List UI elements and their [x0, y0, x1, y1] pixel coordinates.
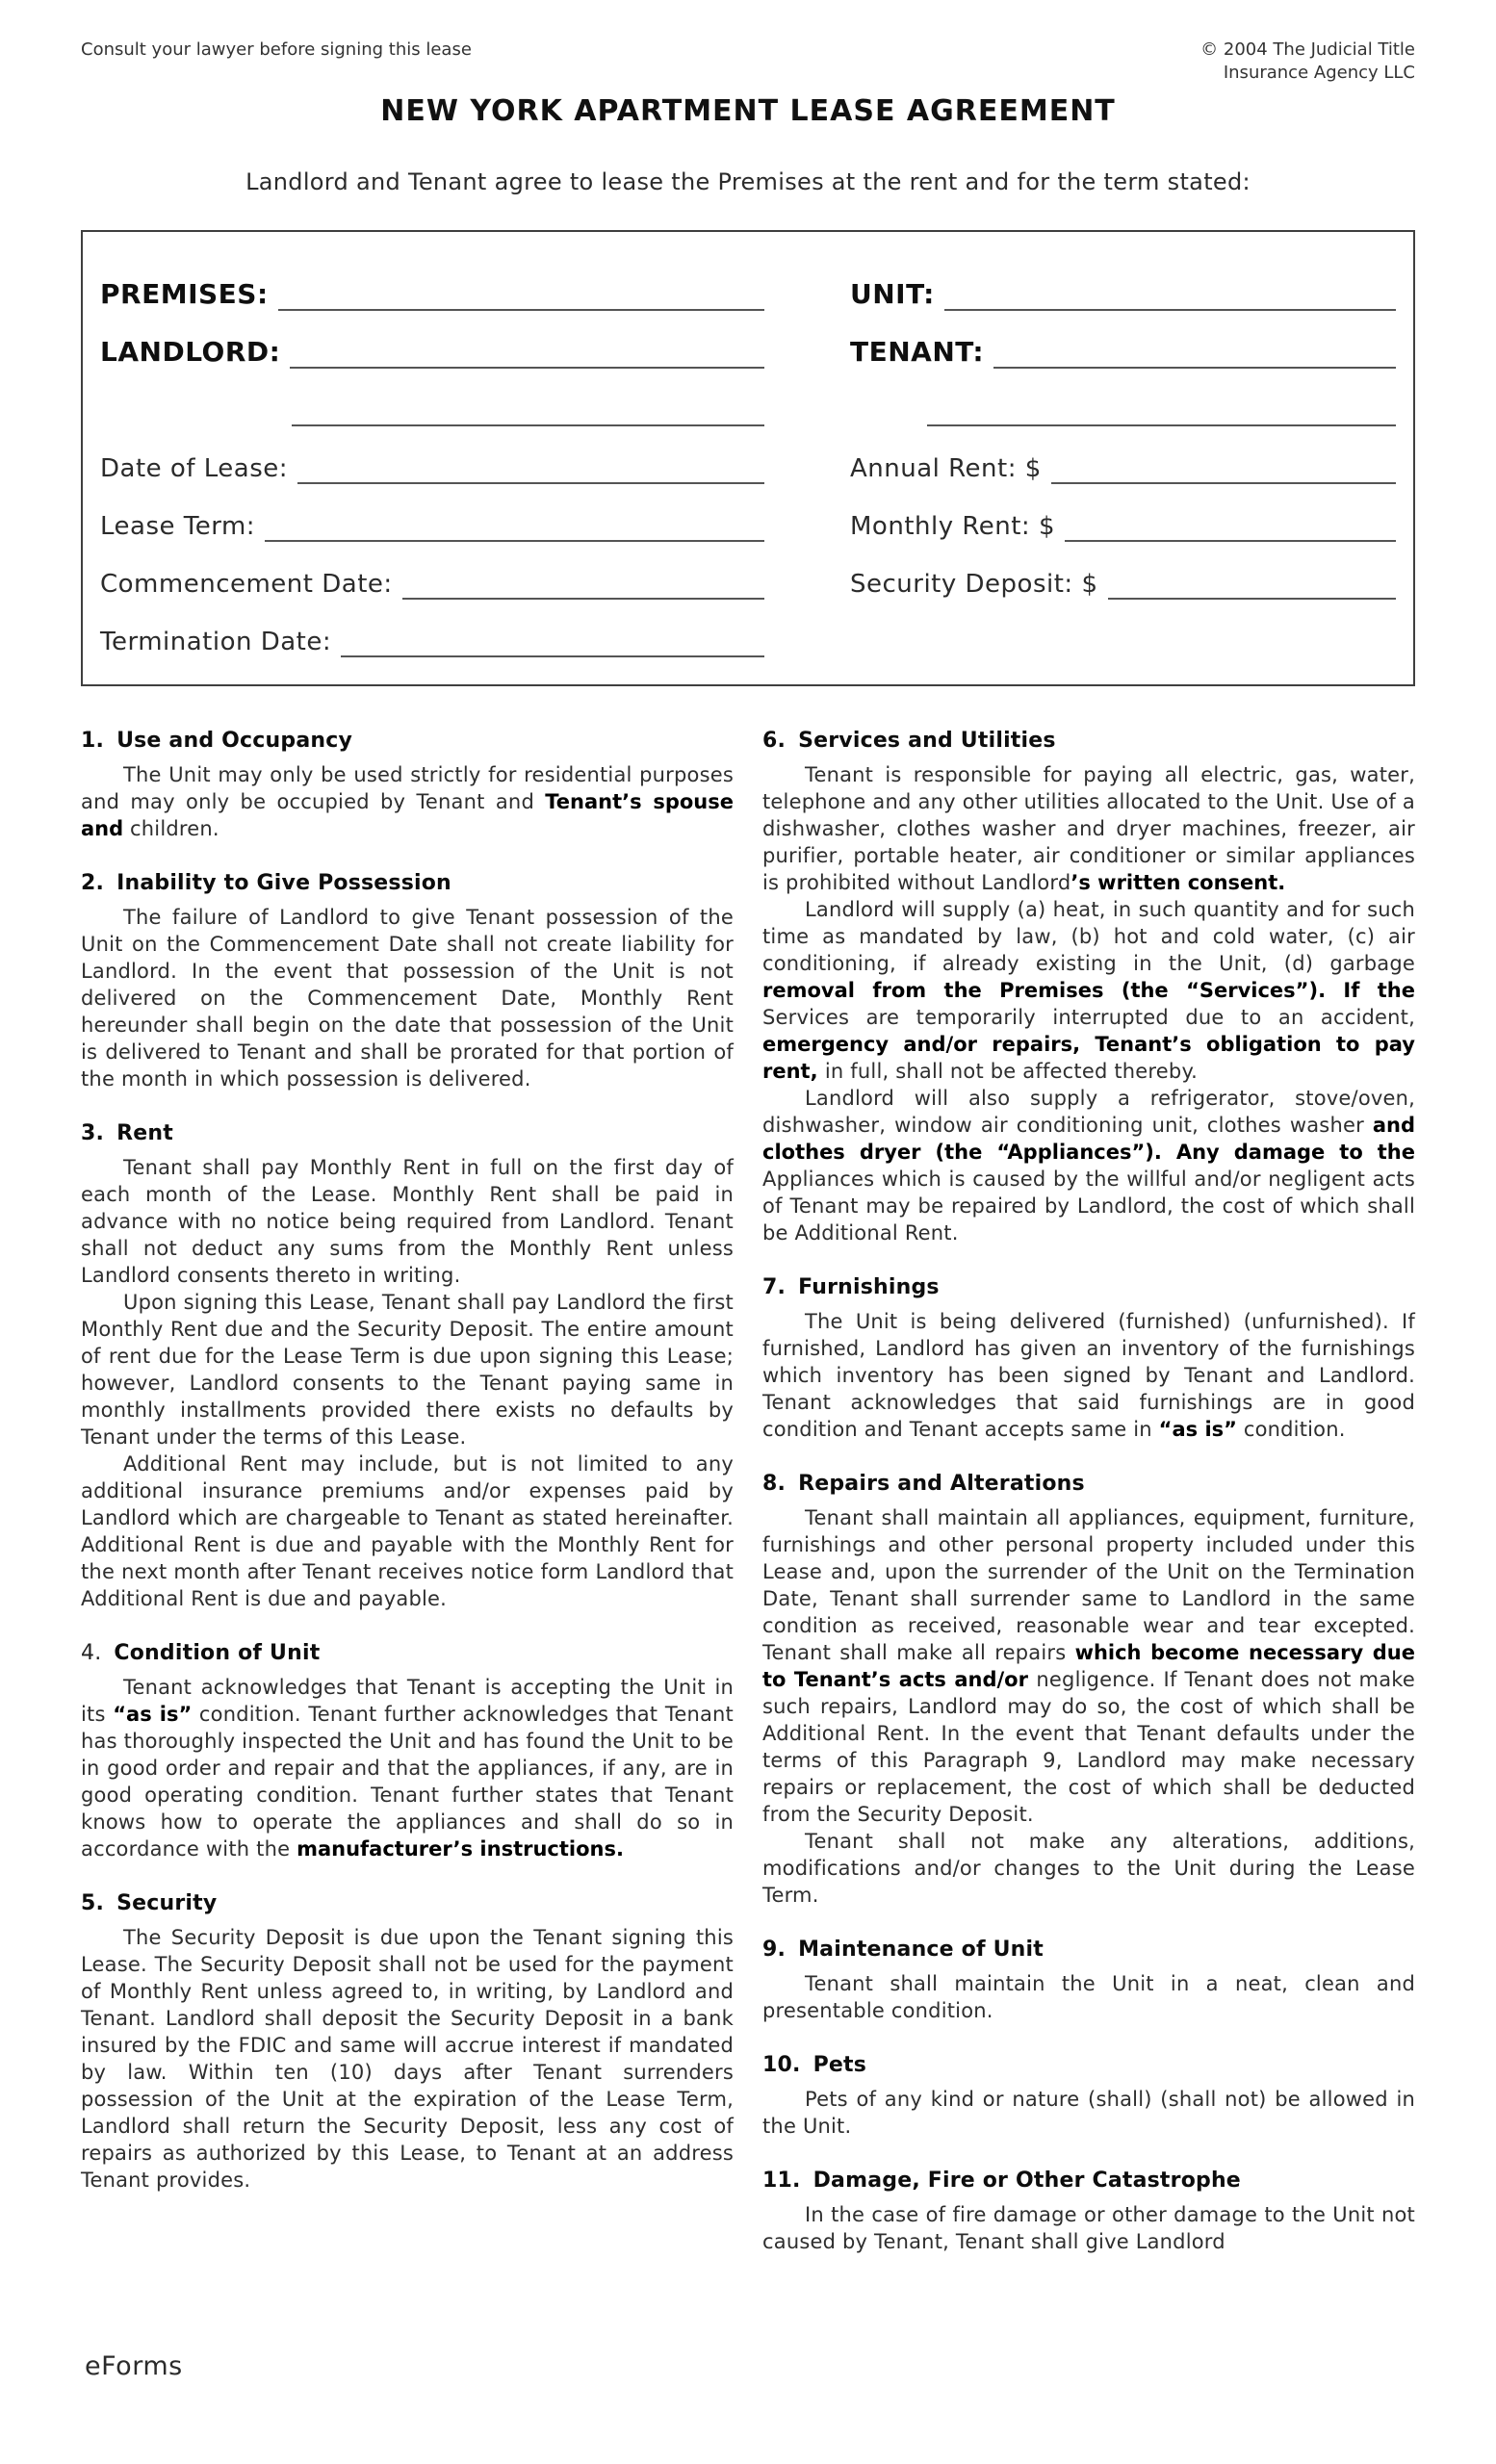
section-maintenance-of-unit: [762, 1938, 1415, 2024]
section-inability-to-give-possession: [81, 871, 734, 1092]
section-furnishings: [762, 1275, 1415, 1443]
form-left-half: [100, 313, 764, 371]
section-heading: [81, 1891, 734, 1916]
text-segment: The failure of Landlord to give Tenant possession of the Unit on the Commencement Date shall not create liability for Landlord. In the event that possession of the Unit is not delivered on the Commencement Date, Monthly Rent hereunder shall begin on the date that possession of the Unit is delivered to Tenant and shall be prorated for that portion of the month in which possession is delivered.: [81, 906, 734, 1091]
section-heading: [762, 729, 1415, 754]
bold-text-segment: ’s written consent.: [1070, 871, 1286, 894]
paragraph: [762, 2086, 1415, 2140]
paragraph: [81, 904, 734, 1092]
body-columns: [81, 729, 1415, 2255]
section-number: 4.: [81, 1641, 102, 1665]
text-segment: The Security Deposit is due upon the Tenant signing this Lease. The Security Deposit shall not be used for the payment of Monthly Rent unless agreed to, in writing, by Landlord and Tenant. Landlord shall deposit the Security Deposit in a bank insured by the FDIC and same will accrue interest if mandated by law. Within ten (10) days after Tenant surrenders possession of the Unit at the expiration of the Lease Term, Landlord shall return the Security Deposit, less any cost of repairs as authorized by this Lease, to Tenant at an address Tenant provides.: [81, 1926, 734, 2192]
header-disclaimer: Consult your lawyer before signing this lease: [81, 39, 472, 60]
bold-text-segment: “as is”: [113, 1703, 193, 1726]
left-column: [81, 729, 734, 2255]
section-title: Inability to Give Possession: [116, 871, 451, 895]
paragraph: [81, 1154, 734, 1289]
lease-terms-form-box: [81, 230, 1415, 686]
bold-text-segment: which become necessary due to Tenant’s acts and/or: [762, 1641, 1415, 1691]
form-left-half: [100, 428, 764, 486]
text-segment: negligence. If Tenant does not make such repairs, Landlord may do so, the cost of which shall be Additional Rent. In the event that Tenant defaults under the terms of this Paragraph 9, Landlord may make necessary repairs or replacement, the cost of which shall be deducted from the Security Deposit.: [762, 1668, 1415, 1826]
form-label-annual-rent: Annual Rent: $: [850, 454, 1042, 483]
text-segment: Additional Rent may include, but is not limited to any additional insurance premiums and/or expenses paid by Landlord which are chargeable to Tenant as stated hereinafter. Additional Rent is due and payable with the Monthly Rent for the next month after Tenant receives notice form Landlord that Additional Rent is due and payable.: [81, 1452, 734, 1610]
text-segment: Tenant shall pay Monthly Rent in full on the first day of each month of the Lease. Monthly Rent shall be paid in advance with no notice being required from Landlord. Tenant shall not deduct any sums from the Monthly Rent unless Landlord consents thereto in writing.: [81, 1156, 734, 1287]
section-heading: [762, 2169, 1415, 2194]
paragraph: [762, 1308, 1415, 1443]
form-right-half: [850, 486, 1396, 544]
right-column: [762, 729, 1415, 2255]
copyright-line-1: © 2004 The Judicial Title: [1200, 39, 1415, 60]
paragraph: [762, 2201, 1415, 2255]
text-segment: in full, shall not be affected thereby.: [824, 1060, 1198, 1083]
bold-text-segment: Tenant’s spouse and: [81, 790, 735, 840]
bold-text-segment: manufacturer’s instructions.: [297, 1837, 624, 1861]
form-right-half: [850, 371, 1396, 428]
form-label-landlord: LANDLORD:: [100, 336, 281, 368]
text-segment: Tenant acknowledges that Tenant is accepting the Unit in its: [81, 1676, 734, 1726]
text-segment: The Unit is being delivered (furnished) (unfurnished). If furnished, Landlord has given an inventory of the furnishings which inventory has been signed by Tenant and Landlord. Tenant acknowledges that said furnishings are in good condition and Tenant accepts same in: [762, 1310, 1415, 1441]
form-row-lease-term: [100, 486, 1396, 544]
paragraph: [762, 1085, 1415, 1246]
text-segment: Tenant shall not make any alterations, additions, modifications and/or changes to the Unit during the Lease Term.: [762, 1830, 1415, 1907]
text-segment: Upon signing this Lease, Tenant shall pay Landlord the first Monthly Rent due and the Security Deposit. The entire amount of rent due for the Lease Term is due upon signing this Lease; however, Landlord consents to the Tenant paying same in monthly installments provided there exists no defaults by Tenant under the terms of this Lease.: [81, 1291, 734, 1449]
form-label-termination-date: Termination Date:: [100, 628, 332, 656]
paragraph: [762, 1970, 1415, 2024]
form-right-half: [850, 255, 1396, 313]
form-left-half: [100, 255, 764, 313]
section-damage-fire-or-other-catastrophe: [762, 2169, 1415, 2255]
paragraph: [81, 1450, 734, 1612]
section-title: Security: [116, 1891, 218, 1915]
section-use-and-occupancy: [81, 729, 734, 842]
form-fill-line-continuation: [927, 424, 1396, 426]
paragraph: [81, 1674, 734, 1862]
section-heading: [762, 1472, 1415, 1497]
form-row-continuation: [100, 371, 1396, 428]
section-heading: [81, 729, 734, 754]
section-rent: [81, 1121, 734, 1612]
text-segment: Appliances which is caused by the willful and/or negligent acts of Tenant may be repaired by Landlord, the cost of which shall be Additional Rent.: [762, 1168, 1415, 1245]
section-title: Rent: [116, 1121, 173, 1145]
section-title: Repairs and Alterations: [798, 1472, 1085, 1496]
form-label-premises: PREMISES:: [100, 278, 269, 310]
text-segment: Landlord will supply (a) heat, in such quantity and for such time as mandated by law, (b) hot and cold water, (c) air conditioning, if already existing in the Unit, (d) garbage: [762, 898, 1415, 975]
form-label-unit: UNIT:: [850, 278, 935, 310]
bold-text-segment: “as is”: [1158, 1418, 1237, 1441]
form-fill-line-annual-rent: [1051, 482, 1396, 484]
form-right-half: [850, 544, 1396, 602]
copyright-line-2: Insurance Agency LLC: [1223, 63, 1415, 83]
section-number: 7.: [762, 1275, 787, 1299]
form-row-premises: [100, 255, 1396, 313]
form-fill-line-monthly-rent: [1065, 540, 1396, 542]
paragraph: [762, 1504, 1415, 1828]
form-left-half: [100, 486, 764, 544]
text-segment: children.: [123, 817, 219, 840]
section-title: Condition of Unit: [114, 1641, 321, 1665]
form-right-half: [850, 428, 1396, 486]
section-number: 3.: [81, 1121, 105, 1145]
form-label-security-deposit: Security Deposit: $: [850, 570, 1098, 599]
section-number: 11.: [762, 2169, 801, 2193]
section-number: 2.: [81, 871, 105, 895]
form-row-date-of-lease: [100, 428, 1396, 486]
section-title: Damage, Fire or Other Catastrophe: [812, 2169, 1241, 2193]
section-title: Use and Occupancy: [116, 729, 353, 753]
text-segment: In the case of fire damage or other damage to the Unit not caused by Tenant, Tenant shall give Landlord: [762, 2203, 1415, 2253]
form-fill-line-premises: [278, 309, 764, 311]
form-left-half: [100, 371, 764, 428]
bold-text-segment: emergency and/or repairs, Tenant’s obligation to pay rent,: [762, 1033, 1415, 1083]
section-number: 9.: [762, 1938, 787, 1962]
form-label-date-of-lease: Date of Lease:: [100, 454, 288, 483]
text-segment: condition. Tenant further acknowledges that Tenant has thoroughly inspected the Unit and has found the Unit to be in good order and repair and that the appliances, if any, are in good operating condition. Tenant further states that Tenant knows how to operate the appliances and shall do so in accordance with the: [81, 1703, 734, 1861]
paragraph: [762, 761, 1415, 896]
section-heading: [762, 1938, 1415, 1963]
form-label-commencement-date: Commencement Date:: [100, 570, 393, 599]
footer-brand: eForms: [85, 2351, 183, 2381]
text-segment: Tenant is responsible for paying all electric, gas, water, telephone and any other utilities allocated to the Unit. Use of a dishwasher, clothes washer and dryer machines, freezer, air purifier, portable heater, air conditioner or similar appliances is prohibited without Landlord: [762, 763, 1415, 894]
paragraph: [762, 1828, 1415, 1909]
section-number: 10.: [762, 2053, 801, 2077]
form-fill-line-lease-term: [265, 540, 764, 542]
section-pets: [762, 2053, 1415, 2140]
section-number: 1.: [81, 729, 105, 753]
form-right-half: [850, 313, 1396, 371]
section-number: 6.: [762, 729, 787, 753]
form-right-half: [850, 602, 1396, 659]
form-label-tenant: TENANT:: [850, 336, 985, 368]
form-left-half: [100, 602, 764, 659]
form-fill-line-termination-date: [341, 655, 764, 657]
section-heading: [81, 1121, 734, 1146]
form-fill-line-date-of-lease: [297, 482, 764, 484]
form-fill-line-commencement-date: [402, 598, 764, 600]
form-fill-line-landlord: [290, 367, 764, 369]
section-title: Furnishings: [798, 1275, 940, 1299]
section-number: 5.: [81, 1891, 105, 1915]
bold-text-segment: and clothes dryer (the “Appliances”). Any damage to the: [762, 1114, 1415, 1164]
paragraph: [81, 1289, 734, 1450]
section-heading: [762, 1275, 1415, 1300]
section-repairs-and-alterations: [762, 1472, 1415, 1909]
document-header: [81, 38, 1415, 85]
form-row-commencement-date: [100, 544, 1396, 602]
section-services-and-utilities: [762, 729, 1415, 1246]
section-title: Maintenance of Unit: [798, 1938, 1044, 1962]
paragraph: [81, 1924, 734, 2194]
form-fill-line-unit: [944, 309, 1396, 311]
form-row-landlord: [100, 313, 1396, 371]
section-number: 8.: [762, 1472, 787, 1496]
section-heading: [81, 1641, 734, 1666]
section-heading: [762, 2053, 1415, 2078]
form-fill-line-security-deposit: [1108, 598, 1397, 600]
form-left-half: [100, 544, 764, 602]
section-title: Pets: [812, 2053, 867, 2077]
form-label-lease-term: Lease Term:: [100, 512, 256, 541]
page-title: NEW YORK APARTMENT LEASE AGREEMENT: [380, 94, 1116, 128]
text-segment: Tenant shall maintain the Unit in a neat, clean and presentable condition.: [762, 1972, 1415, 2022]
intro-statement: Landlord and Tenant agree to lease the Premises at the rent and for the term stated:: [245, 168, 1251, 195]
section-condition-of-unit: [81, 1641, 734, 1862]
text-segment: Pets of any kind or nature (shall) (shall not) be allowed in the Unit.: [762, 2088, 1415, 2138]
form-row-termination-date: [100, 602, 1396, 659]
section-security: [81, 1891, 734, 2194]
text-segment: Services are temporarily interrupted due to an accident,: [762, 1006, 1415, 1029]
text-segment: condition.: [1236, 1418, 1346, 1441]
form-fill-line-tenant: [993, 367, 1396, 369]
paragraph: [81, 761, 734, 842]
section-title: Services and Utilities: [798, 729, 1056, 753]
bold-text-segment: removal from the Premises (the “Services”). If the: [762, 979, 1415, 1002]
form-fill-line-continuation: [292, 424, 764, 426]
paragraph: [762, 896, 1415, 1085]
text-segment: Landlord will also supply a refrigerator, stove/oven, dishwasher, window air conditioning unit, clothes washer: [762, 1087, 1415, 1137]
header-copyright: [1200, 38, 1415, 85]
section-heading: [81, 871, 734, 896]
text-segment: The Unit may only be used strictly for residential purposes and may only be occupied by Tenant and: [81, 763, 734, 813]
form-label-monthly-rent: Monthly Rent: $: [850, 512, 1055, 541]
text-segment: Tenant shall maintain all appliances, equipment, furniture, furnishings and other personal property included under this Lease and, upon the surrender of the Unit on the Termination Date, Tenant shall surrender same to Landlord in the same condition as received, reasonable wear and tear excepted. Tenant shall make all repairs: [762, 1506, 1415, 1664]
